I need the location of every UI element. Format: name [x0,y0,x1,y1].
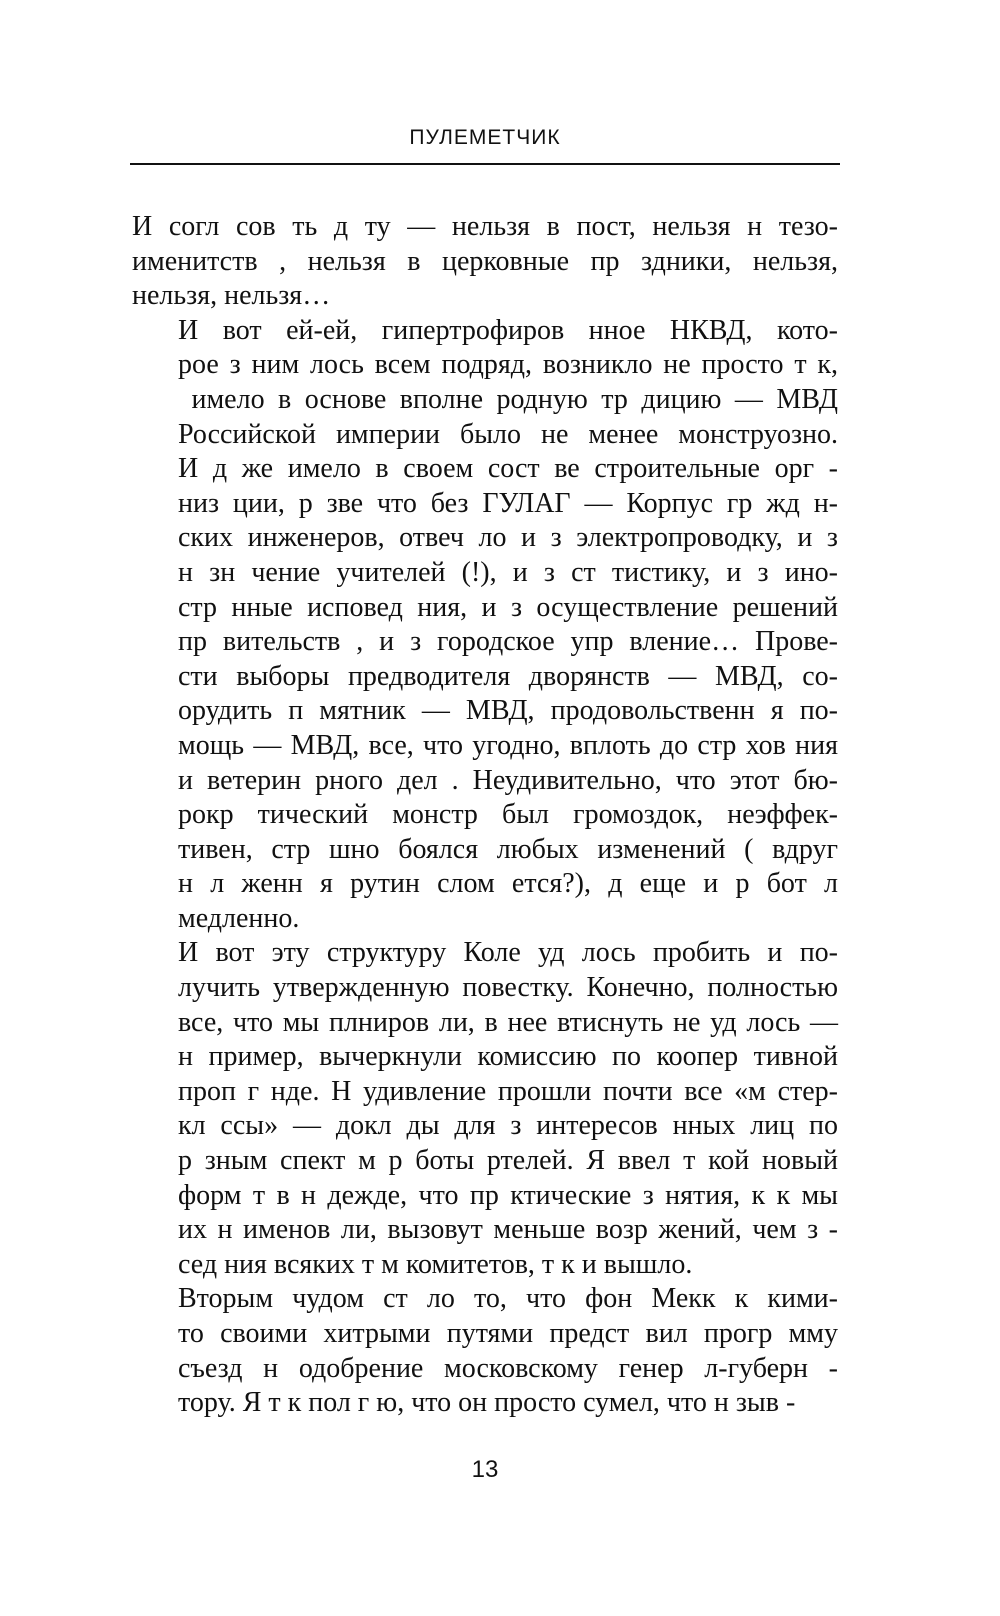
text-line: И вот ей-ей, гипертрофиров нное НКВД, кото- [178,314,838,346]
text-line: нельзя, нельзя… [132,280,331,312]
text-line: рое з ним лось всем подряд, возникло не просто т к, [178,349,838,381]
text-line: то своими хитрыми путями предст вил прогр мму [178,1318,838,1349]
text-line: пр вительств , и з городское упр вление… Прове- [178,626,838,658]
text-line: орудить п мятник — МВД, продовольственн я по- [178,695,838,727]
text-line: Вторым чудом ст ло то, что фон Мекк к кими- [178,1283,838,1315]
text-line: н пример, вычеркнули комиссию по коопер тивной [178,1041,838,1073]
text-line: ских инженеров, отвеч ло и з электропроводку, и з [178,522,838,554]
paragraph [132,1282,838,1420]
body-text [132,210,838,1421]
page-number: 13 [471,1456,499,1483]
text-line: медленно. [178,902,300,934]
text-line: н л женн я рутин слом ется?), д еще и р бот л [178,868,838,900]
text-line: лучить утвержденную повестку. Конечно, полностью [178,972,838,1004]
paragraph [132,314,838,937]
text-line: мощь — МВД, все, что угодно, вплоть до стр хов ния [178,729,838,761]
text-line: н зн чение учителей (!), и з ст тистику, и з ино- [178,556,838,588]
text-line: тору. Я т к пол г ю, что он просто сумел, что н зыв - [178,1387,796,1419]
text-line: сти выборы предводителя дворянств — МВД, со- [178,660,838,692]
text-line: стр нные исповед ния, и з осуществление решений [178,591,838,623]
text-line: низ ции, р зве что без ГУЛАГ — Корпус гр жд н- [178,487,838,519]
paragraph [132,936,838,1282]
text-line: форм т в н дежде, что пр ктические з нятия, к к мы [178,1179,838,1211]
text-line: кл ссы» — докл ды для з интересов нных лиц по [178,1110,838,1142]
text-line: проп г нде. Н удивление прошли почти все «м стер- [178,1075,838,1107]
text-line: тивен, стр шно боялся любых изменений ( вдруг [178,833,838,865]
text-line: и ветерин рного дел . Неудивительно, что этот бю- [178,764,838,796]
text-line: имело в основе вполне родную тр дицию — МВД [178,383,838,415]
text-line: именитств , нельзя в церковные пр здники, нельзя, [132,245,838,277]
text-line: съезд н одобрение московскому генер л-губерн - [178,1352,838,1384]
text-line: И д же имело в своем сост ве строительные орг - [178,453,838,485]
text-line: И вот эту структуру Коле уд лось пробить и по- [178,937,838,969]
text-line: все, что мы плниров ли, в нее втиснуть не уд лось — [178,1006,838,1038]
paragraph [132,210,838,314]
text-line: И согл сов ть д ту — нельзя в пост, нельзя н тезо- [132,211,838,242]
text-line: их н именов ли, вызовут меньше возр жений, чем з - [178,1214,838,1246]
text-line: р зным спект м р боты ртелей. Я ввел т кой новый [178,1145,838,1177]
text-line: сед ния всяких т м комитетов, т к и вышло. [178,1248,693,1280]
text-line: Российской империи было не менее монструозно. [178,418,838,450]
text-line: рокр тический монстр был громоздок, неэффек- [178,799,838,831]
header-rule [130,163,840,165]
running-head: ПУЛЕМЕТЧИК [409,126,561,149]
